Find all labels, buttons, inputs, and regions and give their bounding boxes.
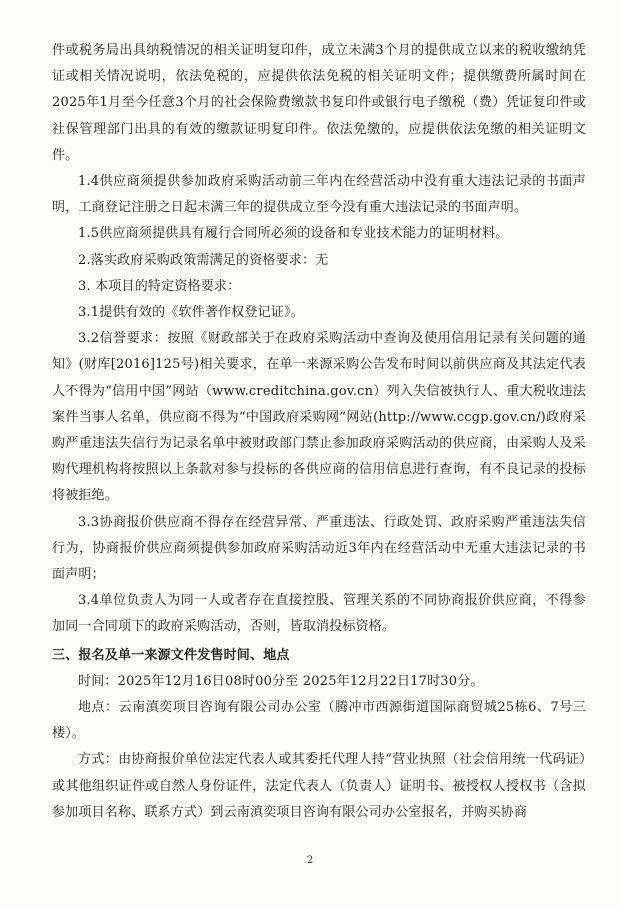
paragraph-registration-location: 地点：云南滇奕项目咨询有限公司办公室（腾冲市西源街道国际商贸城25栋6、7号三楼）。 — [52, 700, 586, 742]
section-heading-registration: 三、报名及单一来源文件发售时间、地点 — [52, 647, 290, 663]
paragraph-3-4-same-responsible-person: 3.4单位负责人为同一人或者存在直接控股、管理关系的不同协商报价供应商，不得参加同一合同项下的政府采购活动，否则，皆取消投标资格。 — [52, 593, 586, 635]
paragraph-1-4-no-violation-statement: 1.4供应商须提供参加政府采购活动前三年内在经营活动中没有重大违法记录的书面声明，工商登记注册之日起未满三年的提供成立至今没有重大违法记录的书面声明。 — [52, 174, 586, 216]
document-body — [52, 38, 586, 826]
paragraph-3-2-credit-requirements: 3.2信誉要求：按照《财政部关于在政府采购活动中查询及使用信用记录有关问题的通知》(财库[2016]125号)相关要求，在单一来源采购公告发布时间以前供应商及其法定代表人不得为“信用中国”网站（www.creditchina.gov.cn）列入失信被执行人、重大税收违法案件当事人名单，供应商不得为“中国政府采购网”网站(http://www.ccgp.gov.cn/)政府采购严重违法失信行为记录名单中被财政部门禁止参加政府采购活动的供应商，由采购人及采购代理机构将按照以上条款对参与投标的各供应商的信用信息进行查询，有不良记录的投标将被拒绝。 — [52, 331, 586, 504]
paragraph-registration-time: 时间：2025年12月16日08时00分至 2025年12月22日17时30分。 — [78, 673, 484, 689]
page-number: 2 — [306, 855, 314, 866]
paragraph-registration-method: 方式：由协商报价单位法定代表人或其委托代理人持“营业执照（社会信用统一代码证）或其他组织证件或自然人身份证件，法定代表人（负责人）证明书、被授权人授权书（含拟参加项目名称、联系方式）到云南滇奕项目咨询有限公司办公室报名，并购买协商 — [52, 752, 586, 820]
paragraph-2-policy-requirements: 2.落实政府采购政策需满足的资格要求：无 — [78, 252, 329, 268]
paragraph-1-5-equipment-capability: 1.5供应商须提供具有履行合同所必须的设备和专业技术能力的证明材料。 — [78, 226, 509, 242]
paragraph-3-specific-requirements: 3. 本项目的特定资格要求： — [78, 278, 241, 294]
paragraph-tax-proof-continued: 件或税务局出具纳税情况的相关证明复印件，成立未满3个月的提供成立以来的税收缴纳凭证或相关情况说明，依法免税的，应提供依法免税的相关证明文件；提供缴费所属时间在2025年1月至今任意3个月的社会保险费缴款书复印件或银行电子缴税（费）凭证复印件或社保管理部门出具的有效的缴款证明复印件。依法免缴的，应提供依法免缴的相关证明文件。 — [52, 43, 586, 163]
paragraph-3-3-negotiation-supplier: 3.3协商报价供应商不得存在经营异常、严重违法、行政处罚、政府采购严重违法失信行为，协商报价供应商须提供参加政府采购活动近3年内在经营活动中无重大违法记录的书面声明； — [52, 514, 586, 583]
paragraph-3-1-software-copyright: 3.1提供有效的《软件著作权登记证》。 — [78, 305, 304, 321]
